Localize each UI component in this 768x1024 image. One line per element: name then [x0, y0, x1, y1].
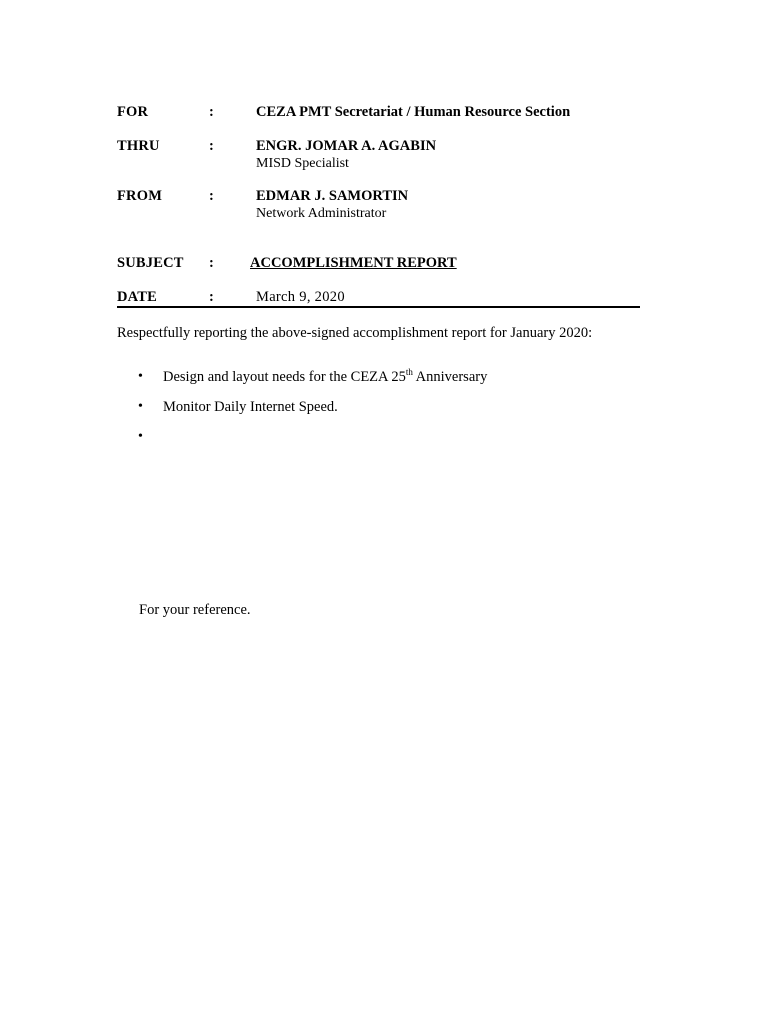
from-title: Network Administrator — [256, 206, 387, 221]
thru-label: THRU — [117, 138, 160, 154]
thru-title: MISD Specialist — [256, 156, 349, 171]
subject-value: ACCOMPLISHMENT REPORT — [250, 255, 457, 271]
from-colon: : — [209, 188, 214, 204]
closing-line: For your reference. — [139, 602, 251, 618]
list-item-text-after: Anniversary — [412, 369, 488, 385]
bullet-icon: • — [138, 369, 143, 384]
thru-name: ENGR. JOMAR A. AGABIN — [256, 138, 437, 154]
thru-value — [256, 138, 436, 172]
header-divider — [117, 306, 640, 308]
thru-colon: : — [209, 138, 214, 154]
for-value — [256, 104, 570, 121]
subject-label: SUBJECT — [117, 255, 184, 271]
for-recipient: CEZA PMT Secretariat / Human Resource Section — [256, 104, 571, 120]
bullet-icon: • — [138, 399, 143, 414]
bullet-icon: • — [138, 429, 143, 444]
subject-colon: : — [209, 255, 214, 271]
from-value — [256, 188, 408, 222]
list-item-superscript: th — [405, 367, 413, 377]
for-colon: : — [209, 104, 214, 120]
intro-paragraph: Respectfully reporting the above-signed accomplishment report for January 2020: — [117, 325, 593, 341]
list-item-text-main: Design and layout needs for the CEZA 25 — [163, 369, 406, 385]
date-label: DATE — [117, 289, 158, 305]
list-item-text — [163, 399, 338, 416]
from-label: FROM — [117, 188, 163, 204]
date-colon: : — [209, 289, 214, 305]
from-name: EDMAR J. SAMORTIN — [256, 188, 409, 204]
date-value: March 9, 2020 — [256, 289, 345, 305]
list-item-text-main: Monitor Daily Internet Speed. — [163, 399, 338, 415]
for-label: FOR — [117, 104, 149, 120]
list-item-text — [163, 369, 487, 386]
